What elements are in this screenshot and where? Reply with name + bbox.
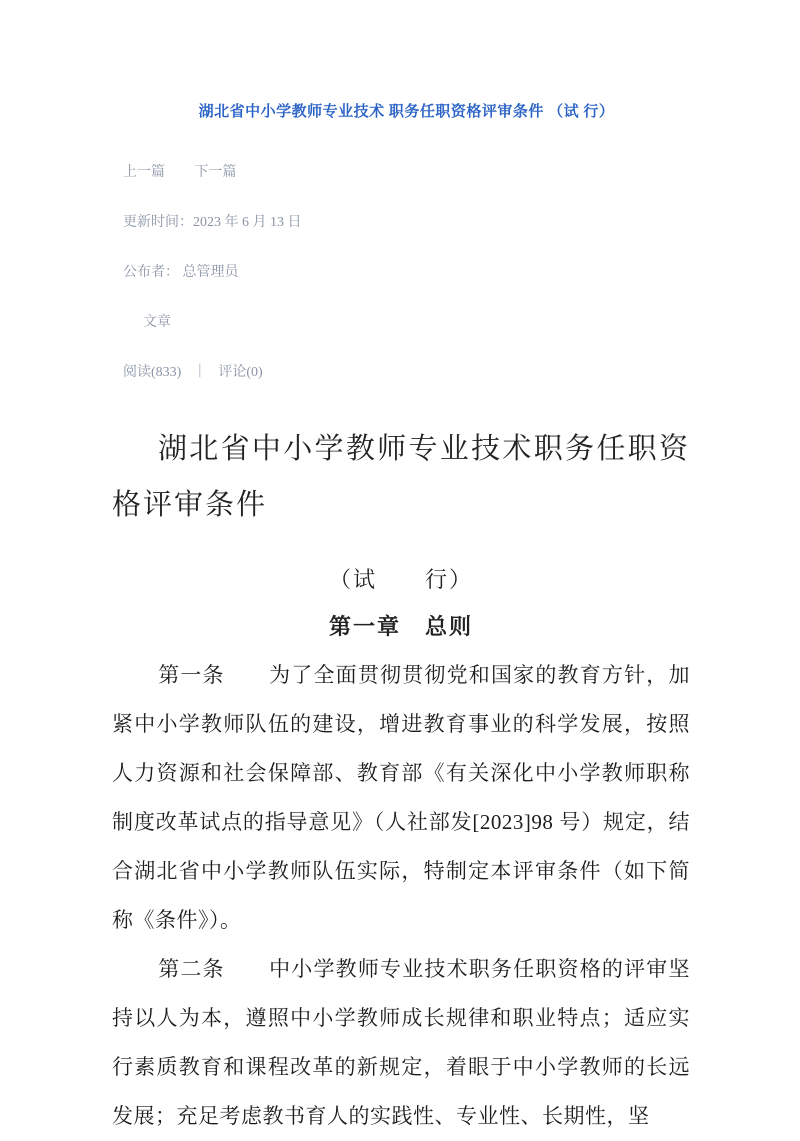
comment-count-link[interactable]: 评论(0)	[218, 365, 263, 380]
article-nav	[123, 161, 690, 181]
article-body	[112, 421, 690, 1141]
read-comment-stats	[123, 361, 690, 381]
chapter-heading: 第一章 总则	[328, 614, 473, 639]
paragraph-article-1: 第一条 为了全面贯彻贯彻党和国家的教育方针，加紧中小学教师队伍的建设，增进教育事业的科学发展，按照人力资源和社会保障部、教育部《有关深化中小学教师职称制度改革试点的指导意见》（人社部发[2023]98 号）规定，结合湖北省中小学教师队伍实际，特制定本评审条件（如下简称《条件》）。	[112, 663, 690, 932]
category-link[interactable]: 文章	[143, 315, 171, 330]
publisher: 公布者： 总管理员	[123, 265, 239, 280]
paragraph-article-2: 第二条 中小学教师专业技术职务任职资格的评审坚持以人为本，遵照中小学教师成长规律和职业特点；适应实行素质教育和课程改革的新规定，着眼于中小学教师的长远发展；充足考虑教书育人的实践性、专业性、长期性，坚	[112, 957, 690, 1128]
prev-article-link[interactable]: 上一篇	[123, 165, 165, 180]
article-title: 湖北省中小学教师专业技术职务任职资格评审条件	[112, 433, 690, 521]
read-count: 阅读(833)	[123, 365, 182, 380]
page-title: 湖北省中小学教师专业技术 职务任职资格评审条件 （试 行）	[198, 104, 615, 120]
next-article-link[interactable]: 下一篇	[194, 165, 237, 180]
article-subtitle: （试 行）	[328, 567, 473, 592]
update-time: 更新时间：2023 年 6 月 13 日	[123, 215, 302, 230]
stats-separator: ｜	[192, 365, 207, 380]
